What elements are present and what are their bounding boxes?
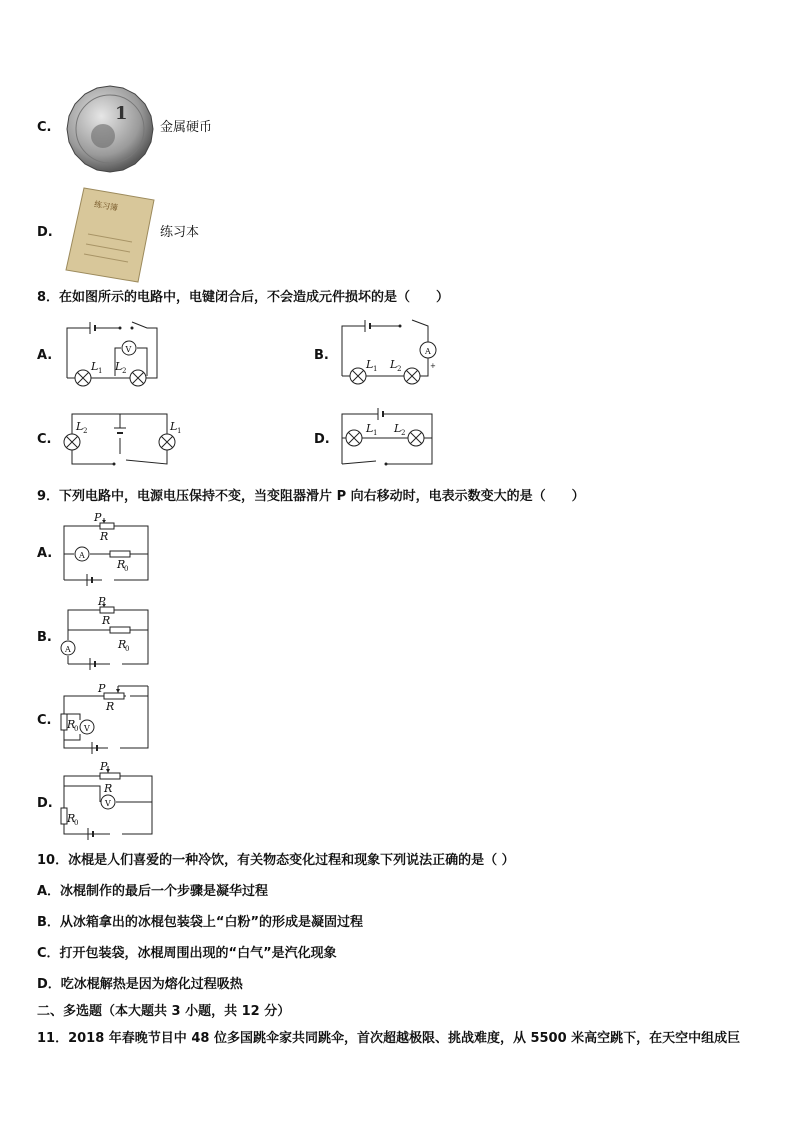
q9d-r0-sub: 0: [74, 819, 79, 827]
q8b-l2-sub: 2: [397, 365, 402, 373]
q8c-l2-sub: 2: [83, 427, 88, 435]
option-c-label: 金属硬币: [160, 120, 213, 135]
q8b-l1: L: [366, 358, 374, 371]
q8-circuit-c: [62, 410, 182, 468]
q9d-r: R: [104, 782, 113, 795]
q8b-l1-sub: 1: [373, 365, 378, 373]
q9-circuit-a: [62, 511, 154, 586]
q9-option-c: C.: [37, 713, 52, 728]
q10-option-a: A．冰棍制作的最后一个步骤是凝华过程: [37, 884, 269, 899]
q10-option-b: B．从冰箱拿出的冰棍包装袋上“白粉”的形成是凝固过程: [37, 915, 363, 930]
q8b-plus: +: [430, 362, 436, 370]
q8-circuit-d: [340, 406, 440, 468]
q8d-l1-sub: 1: [373, 429, 378, 437]
q9b-p: P: [98, 595, 106, 608]
q8a-v-symbol: V: [125, 345, 132, 354]
q10-stem: 10．冰棍是人们喜爱的一种冷饮，有关物态变化过程和现象下列说法正确的是（ ）: [37, 853, 515, 868]
coin-face-text: 1: [115, 103, 128, 124]
q8d-l2: L: [394, 422, 402, 435]
option-d-label: 练习本: [160, 225, 200, 240]
q8-option-c: C.: [37, 432, 52, 447]
q9c-r0: R: [67, 718, 76, 731]
q9a-p: P: [94, 511, 102, 524]
q9d-r0: R: [67, 812, 76, 825]
q8c-l1: L: [170, 420, 178, 433]
q8-option-b: B.: [314, 348, 329, 363]
q9a-r: R: [100, 530, 109, 543]
q8a-l1-sub: 1: [98, 367, 103, 375]
q9-circuit-b: [62, 595, 154, 670]
q9-option-b: B.: [37, 630, 52, 645]
q9c-r0-sub: 0: [74, 725, 79, 733]
coin-image: [65, 84, 155, 174]
q8d-l1: L: [366, 422, 374, 435]
q10-option-d: D．吃冰棍解热是因为熔化过程吸热: [37, 977, 243, 992]
q8-circuit-b: [340, 316, 440, 386]
q8-option-a: A.: [37, 348, 53, 363]
q9-circuit-d: [62, 762, 154, 836]
q10-option-c: C．打开包装袋，冰棍周围出现的“白气”是汽化现象: [37, 946, 337, 961]
q8-option-d: D.: [314, 432, 330, 447]
q9-option-d: D.: [37, 796, 53, 811]
q9d-p: P: [100, 760, 108, 773]
q8b-a-symbol: A: [425, 347, 431, 356]
q9-stem: 9．下列电路中，电源电压保持不变，当变阻器滑片 P 向右移动时，电表示数变大的是（ ）: [37, 489, 585, 504]
q9b-r: R: [102, 614, 111, 627]
q8c-l1-sub: 1: [177, 427, 182, 435]
notebook-title: 练习簿: [93, 199, 119, 213]
q8-stem: 8．在如图所示的电路中，电键闭合后，不会造成元件损坏的是（ ）: [37, 290, 450, 305]
q9a-a-symbol: A: [79, 551, 85, 560]
q8a-l1: L: [91, 360, 99, 373]
q9b-r0: R: [118, 638, 127, 651]
q9c-v-symbol: V: [84, 724, 90, 733]
q8d-l2-sub: 2: [401, 429, 406, 437]
section-heading: 二、多选题（本大题共 3 小题，共 12 分）: [37, 1004, 291, 1019]
q8c-l2: L: [76, 420, 84, 433]
q8a-l2-sub: 2: [122, 367, 127, 375]
q9-circuit-c: [62, 680, 154, 752]
option-c-letter: C.: [37, 120, 52, 135]
q9a-r0-sub: 0: [124, 565, 129, 573]
option-d-letter: D.: [37, 225, 53, 240]
q9b-a-symbol: A: [65, 645, 71, 654]
q8-circuit-a: [65, 318, 165, 388]
q9a-r0: R: [117, 558, 126, 571]
q11-stem: 11．2018 年春晚节目中 48 位多国跳伞家共同跳伞，首次超越极限、挑战难度，从 5500 米高空跳下，在天空中组成巨: [37, 1031, 741, 1046]
q8b-l2: L: [390, 358, 398, 371]
notebook-image: [62, 186, 157, 286]
q9-option-a: A.: [37, 546, 53, 561]
q8a-l2: L: [115, 360, 123, 373]
q9b-r0-sub: 0: [125, 645, 130, 653]
q9c-p: P: [98, 682, 106, 695]
q9c-r: R: [106, 700, 115, 713]
q9d-v-symbol: V: [105, 799, 111, 808]
